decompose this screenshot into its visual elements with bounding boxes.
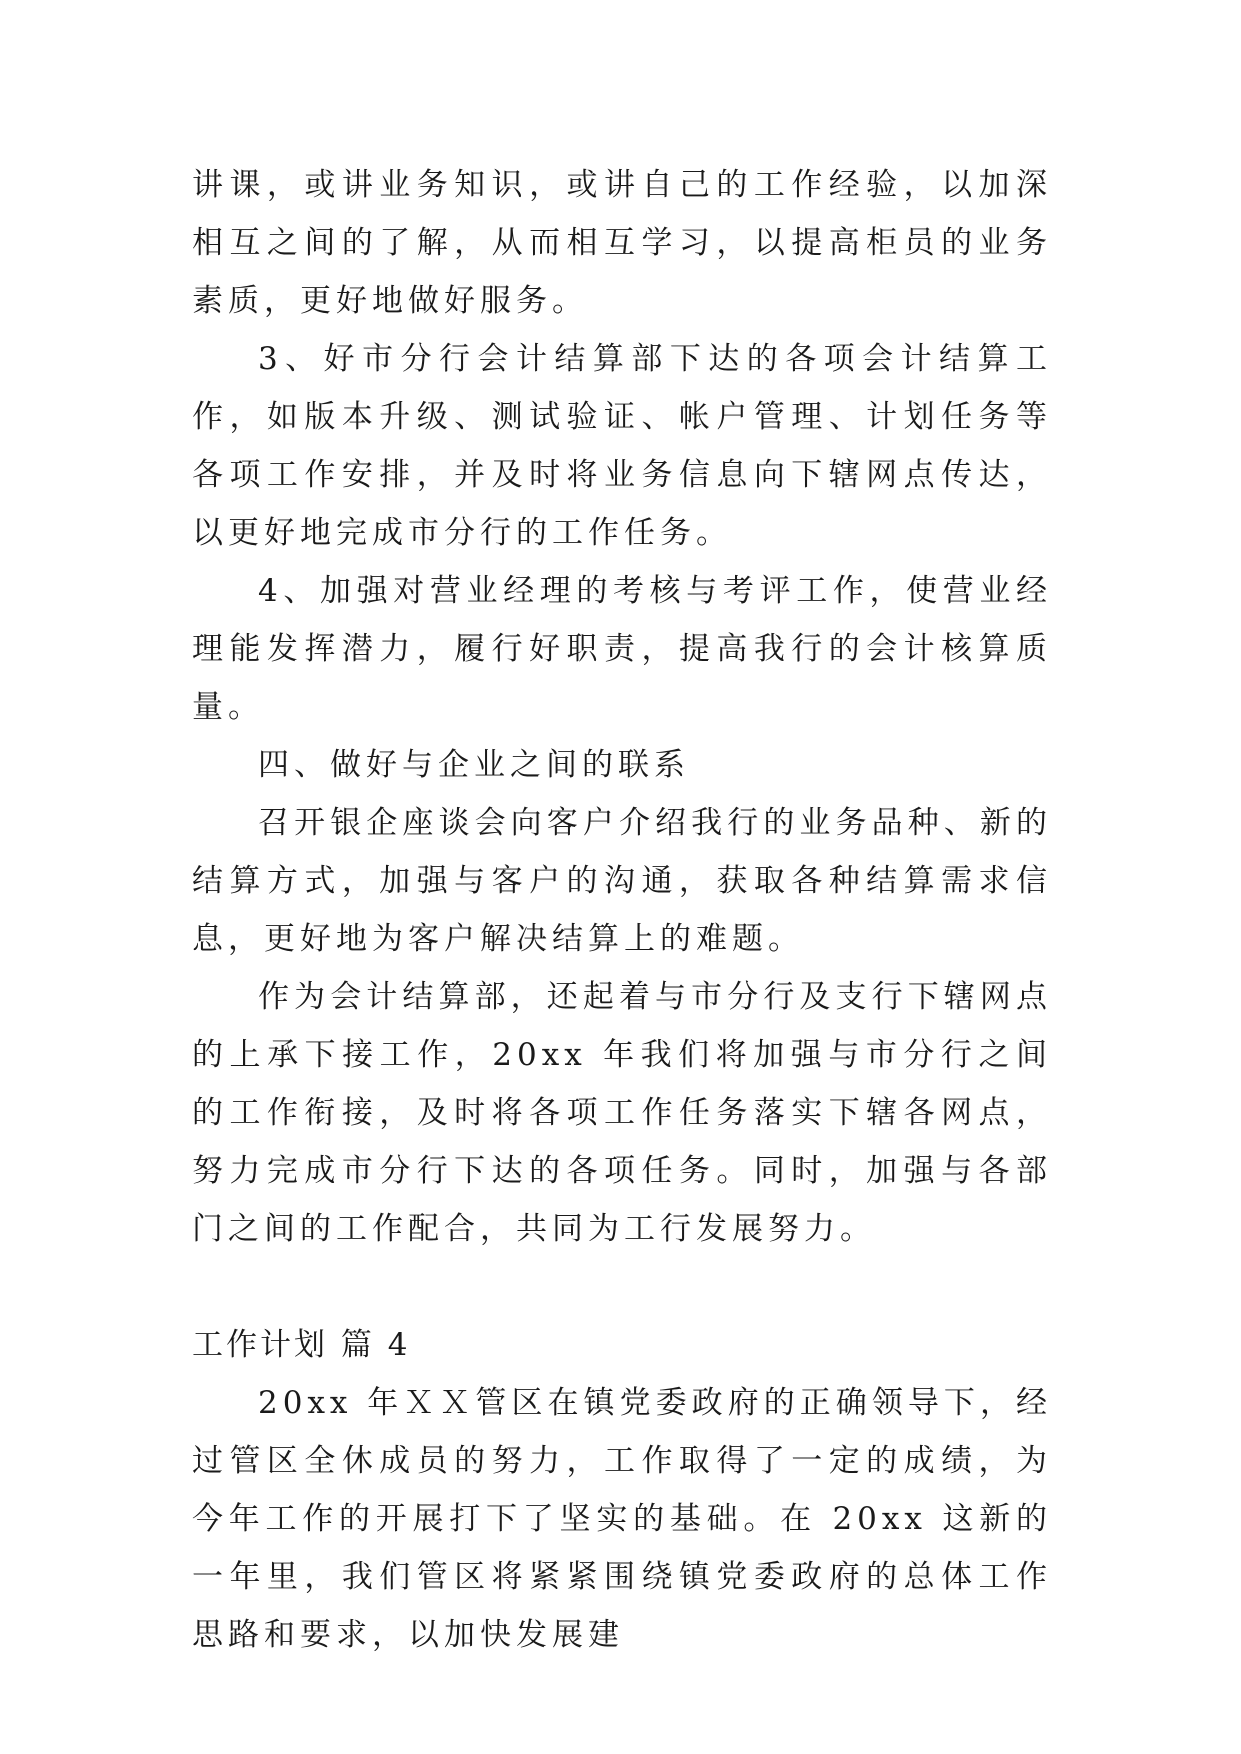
section-gap (192, 1258, 1052, 1316)
paragraph-enterprise-contact: 召开银企座谈会向客户介绍我行的业务品种、新的结算方式，加强与客户的沟通，获取各种结算需求信息，更好地为客户解决结算上的难题。 (192, 805, 1052, 957)
paragraph-section-intro: 20xx 年ＸＸ管区在镇党委政府的正确领导下，经过管区全休成员的努力，工作取得了一定的成绩，为今年工作的开展打下了坚实的基础。在 20xx 这新的一年里，我们管区将紧紧围绕镇党委政府的总体工作思路和要求，以加快发展建 (192, 1385, 1052, 1653)
paragraph-item-4: 4、加强对营业经理的考核与考评工作，使营业经理能发挥潜力，履行好职责，提高我行的会计核算质量。 (192, 573, 1052, 725)
section-title: 工作计划 篇 4 (192, 1327, 411, 1363)
subheading-four: 四、做好与企业之间的联系 (258, 747, 690, 783)
paragraph-item-3: 3、好市分行会计结算部下达的各项会计结算工作，如版本升级、测试验证、帐户管理、计划任务等各项工作安排，并及时将业务信息向下辖网点传达，以更好地完成市分行的工作任务。 (192, 341, 1052, 551)
paragraph-summary: 作为会计结算部，还起着与市分行及支行下辖网点的上承下接工作，20xx 年我们将加强与市分行之间的工作衔接，及时将各项工作任务落实下辖各网点，努力完成市分行下达的各项任务。同时，加强与各部门之间的工作配合，共同为工行发展努力。 (192, 979, 1052, 1247)
paragraph-continuation: 讲课，或讲业务知识，或讲自己的工作经验，以加深相互之间的了解，从而相互学习，以提高柜员的业务素质，更好地做好服务。 (192, 167, 1052, 319)
document-body (192, 156, 1052, 1664)
